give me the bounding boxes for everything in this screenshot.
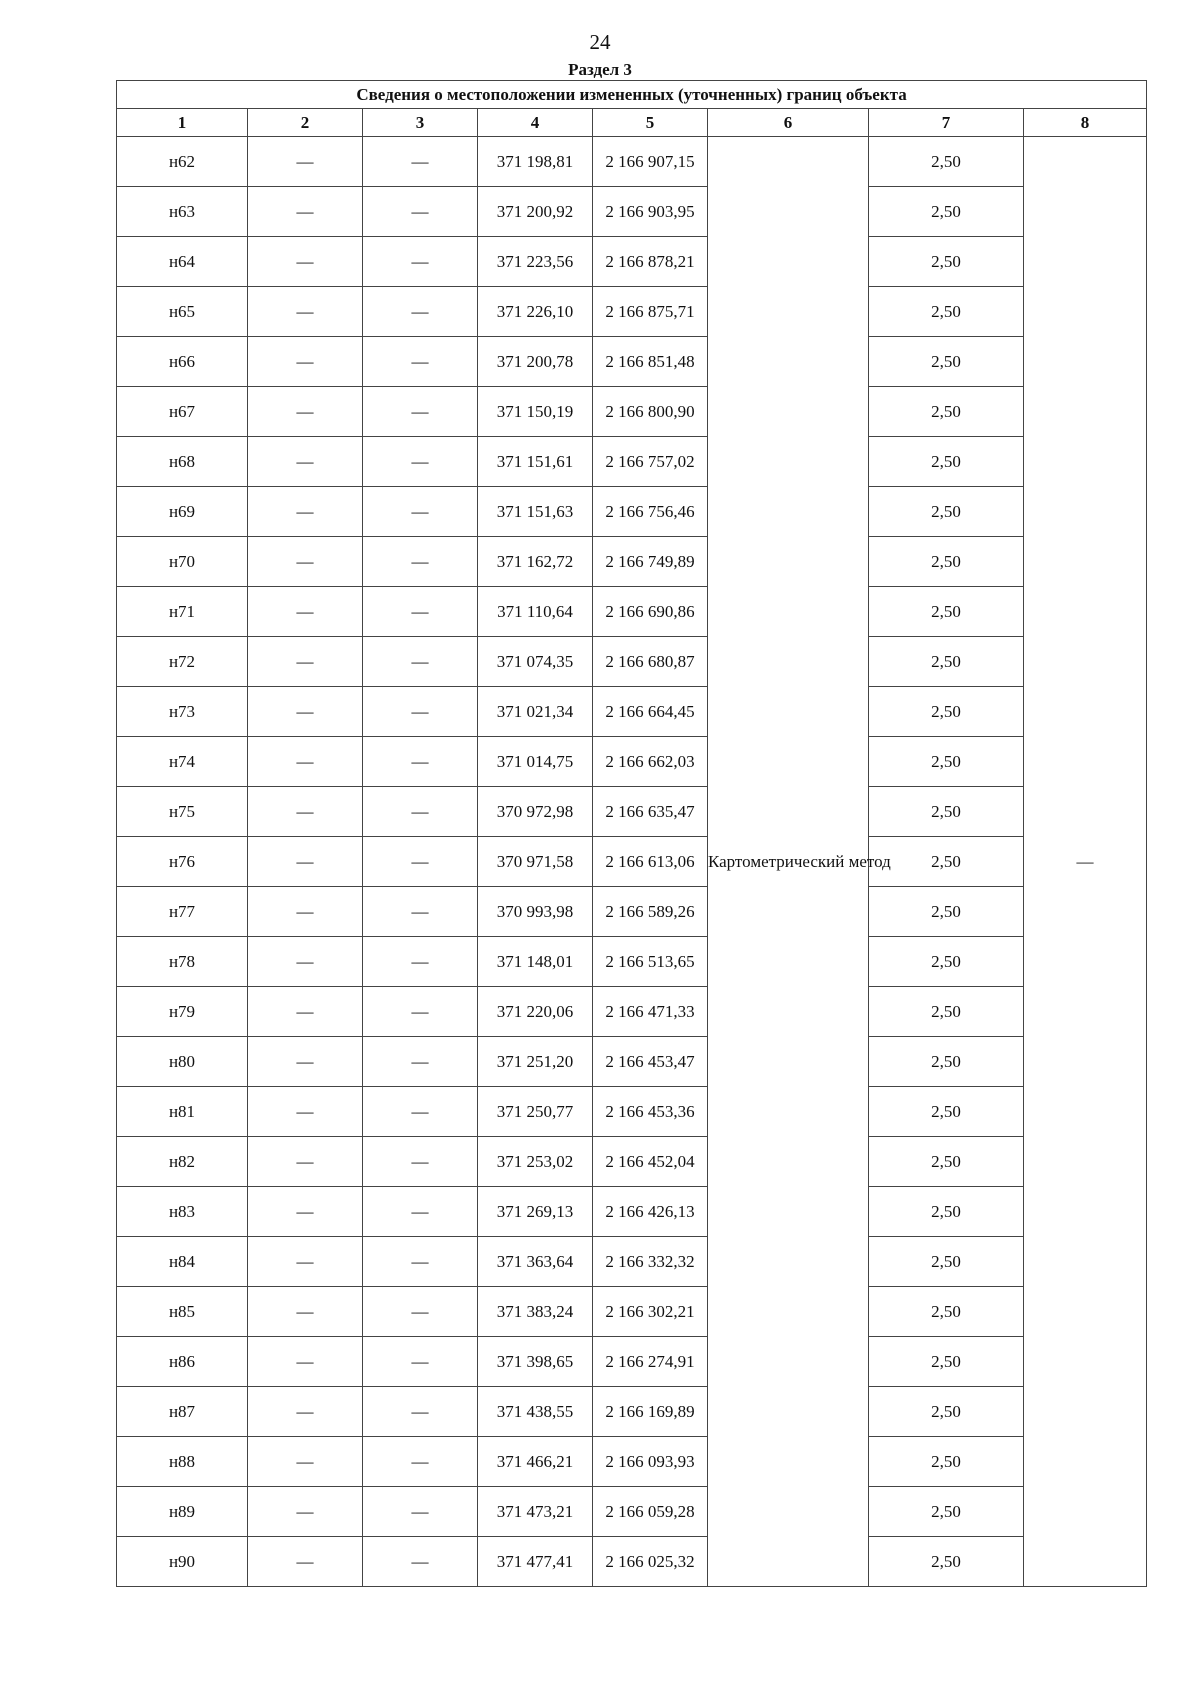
accuracy-cell: 2,50 (869, 1387, 1024, 1437)
column-3-cell: — (363, 1337, 478, 1387)
table-row (117, 337, 1147, 387)
column-2-cell: — (248, 237, 363, 287)
point-id-cell: н72 (117, 637, 248, 687)
x-coordinate-cell: 371 220,06 (478, 987, 593, 1037)
column-2-cell: — (248, 937, 363, 987)
x-coordinate-cell: 371 466,21 (478, 1437, 593, 1487)
table-row (117, 937, 1147, 987)
x-coordinate-cell: 371 477,41 (478, 1537, 593, 1587)
accuracy-cell: 2,50 (869, 1287, 1024, 1337)
column-3-cell: — (363, 1387, 478, 1437)
column-2-cell: — (248, 737, 363, 787)
column-number: 3 (363, 109, 478, 137)
point-id-cell: н90 (117, 1537, 248, 1587)
x-coordinate-cell: 371 250,77 (478, 1087, 593, 1137)
x-coordinate-cell: 371 438,55 (478, 1387, 593, 1437)
column-2-cell: — (248, 437, 363, 487)
y-coordinate-cell: 2 166 878,21 (593, 237, 708, 287)
column-3-cell: — (363, 687, 478, 737)
column-3-cell: — (363, 437, 478, 487)
column-3-cell: — (363, 237, 478, 287)
y-coordinate-cell: 2 166 589,26 (593, 887, 708, 937)
point-id-cell: н76 (117, 837, 248, 887)
table-row (117, 1487, 1147, 1537)
column-2-cell: — (248, 1237, 363, 1287)
table-row (117, 987, 1147, 1037)
column-2-cell: — (248, 1337, 363, 1387)
table-row (117, 787, 1147, 837)
point-id-cell: н64 (117, 237, 248, 287)
accuracy-cell: 2,50 (869, 987, 1024, 1037)
column-3-cell: — (363, 337, 478, 387)
table-row (117, 287, 1147, 337)
accuracy-cell: 2,50 (869, 837, 1024, 887)
point-id-cell: н88 (117, 1437, 248, 1487)
column-2-cell: — (248, 537, 363, 587)
y-coordinate-cell: 2 166 680,87 (593, 637, 708, 687)
point-id-cell: н73 (117, 687, 248, 737)
table-row (117, 1387, 1147, 1437)
column-2-cell: — (248, 1087, 363, 1137)
table-caption: Сведения о местоположении измененных (уточненных) границ объекта (117, 81, 1147, 109)
y-coordinate-cell: 2 166 025,32 (593, 1537, 708, 1587)
column-2-cell: — (248, 187, 363, 237)
accuracy-cell: 2,50 (869, 237, 1024, 287)
point-id-cell: н89 (117, 1487, 248, 1537)
table-row (117, 237, 1147, 287)
y-coordinate-cell: 2 166 274,91 (593, 1337, 708, 1387)
table-row (117, 487, 1147, 537)
column-number: 5 (593, 109, 708, 137)
x-coordinate-cell: 370 971,58 (478, 837, 593, 887)
accuracy-cell: 2,50 (869, 1187, 1024, 1237)
y-coordinate-cell: 2 166 757,02 (593, 437, 708, 487)
section-title: Раздел 3 (568, 60, 632, 79)
y-coordinate-cell: 2 166 635,47 (593, 787, 708, 837)
x-coordinate-cell: 371 383,24 (478, 1287, 593, 1337)
accuracy-cell: 2,50 (869, 187, 1024, 237)
point-id-cell: н62 (117, 137, 248, 187)
page-number: 24 (589, 30, 611, 54)
y-coordinate-cell: 2 166 453,47 (593, 1037, 708, 1087)
column-2-cell: — (248, 1487, 363, 1537)
y-coordinate-cell: 2 166 059,28 (593, 1487, 708, 1537)
column-3-cell: — (363, 387, 478, 437)
accuracy-cell: 2,50 (869, 737, 1024, 787)
table-row (117, 187, 1147, 237)
column-3-cell: — (363, 837, 478, 887)
x-coordinate-cell: 370 972,98 (478, 787, 593, 837)
y-coordinate-cell: 2 166 756,46 (593, 487, 708, 537)
y-coordinate-cell: 2 166 426,13 (593, 1187, 708, 1237)
y-coordinate-cell: 2 166 332,32 (593, 1237, 708, 1287)
accuracy-cell: 2,50 (869, 1137, 1024, 1187)
y-coordinate-cell: 2 166 513,65 (593, 937, 708, 987)
column-3-cell: — (363, 287, 478, 337)
point-id-cell: н80 (117, 1037, 248, 1087)
point-id-cell: н86 (117, 1337, 248, 1387)
y-coordinate-cell: 2 166 613,06 (593, 837, 708, 887)
column-3-cell: — (363, 187, 478, 237)
point-id-cell: н87 (117, 1387, 248, 1437)
table-row (117, 1237, 1147, 1287)
accuracy-cell: 2,50 (869, 1037, 1024, 1087)
accuracy-cell: 2,50 (869, 1487, 1024, 1537)
table-row (117, 1437, 1147, 1487)
accuracy-cell: 2,50 (869, 887, 1024, 937)
table-row (117, 1087, 1147, 1137)
point-id-cell: н82 (117, 1137, 248, 1187)
table-body (117, 137, 1147, 1587)
point-id-cell: н66 (117, 337, 248, 387)
y-coordinate-cell: 2 166 690,86 (593, 587, 708, 637)
point-id-cell: н71 (117, 587, 248, 637)
column-2-cell: — (248, 287, 363, 337)
column-number-row (117, 109, 1147, 137)
y-coordinate-cell: 2 166 452,04 (593, 1137, 708, 1187)
column-2-cell: — (248, 137, 363, 187)
column-8-cell: — (1024, 137, 1147, 1587)
column-3-cell: — (363, 637, 478, 687)
accuracy-cell: 2,50 (869, 487, 1024, 537)
y-coordinate-cell: 2 166 471,33 (593, 987, 708, 1037)
point-id-cell: н70 (117, 537, 248, 587)
x-coordinate-cell: 371 021,34 (478, 687, 593, 737)
accuracy-cell: 2,50 (869, 1237, 1024, 1287)
column-2-cell: — (248, 987, 363, 1037)
x-coordinate-cell: 371 162,72 (478, 537, 593, 587)
x-coordinate-cell: 371 014,75 (478, 737, 593, 787)
column-3-cell: — (363, 1237, 478, 1287)
y-coordinate-cell: 2 166 875,71 (593, 287, 708, 337)
accuracy-cell: 2,50 (869, 437, 1024, 487)
table-row (117, 387, 1147, 437)
column-number: 4 (478, 109, 593, 137)
table-row (117, 837, 1147, 887)
x-coordinate-cell: 371 398,65 (478, 1337, 593, 1387)
x-coordinate-cell: 371 151,61 (478, 437, 593, 487)
coordinates-table (116, 80, 1147, 1587)
column-2-cell: — (248, 1037, 363, 1087)
table-row (117, 587, 1147, 637)
point-id-cell: н67 (117, 387, 248, 437)
table-row (117, 737, 1147, 787)
point-id-cell: н65 (117, 287, 248, 337)
accuracy-cell: 2,50 (869, 1537, 1024, 1587)
x-coordinate-cell: 371 226,10 (478, 287, 593, 337)
column-2-cell: — (248, 837, 363, 887)
accuracy-cell: 2,50 (869, 537, 1024, 587)
column-number: 6 (708, 109, 869, 137)
table-row (117, 1287, 1147, 1337)
column-3-cell: — (363, 1087, 478, 1137)
column-2-cell: — (248, 887, 363, 937)
column-3-cell: — (363, 1537, 478, 1587)
x-coordinate-cell: 371 223,56 (478, 237, 593, 287)
accuracy-cell: 2,50 (869, 287, 1024, 337)
column-3-cell: — (363, 587, 478, 637)
y-coordinate-cell: 2 166 903,95 (593, 187, 708, 237)
column-3-cell: — (363, 537, 478, 587)
column-2-cell: — (248, 1187, 363, 1237)
column-2-cell: — (248, 787, 363, 837)
column-2-cell: — (248, 687, 363, 737)
point-id-cell: н75 (117, 787, 248, 837)
y-coordinate-cell: 2 166 907,15 (593, 137, 708, 187)
y-coordinate-cell: 2 166 169,89 (593, 1387, 708, 1437)
column-3-cell: — (363, 887, 478, 937)
y-coordinate-cell: 2 166 800,90 (593, 387, 708, 437)
column-number: 1 (117, 109, 248, 137)
column-number: 8 (1024, 109, 1147, 137)
column-number: 2 (248, 109, 363, 137)
table-row (117, 1037, 1147, 1087)
column-3-cell: — (363, 787, 478, 837)
accuracy-cell: 2,50 (869, 937, 1024, 987)
column-2-cell: — (248, 387, 363, 437)
x-coordinate-cell: 371 074,35 (478, 637, 593, 687)
column-3-cell: — (363, 1437, 478, 1487)
y-coordinate-cell: 2 166 662,03 (593, 737, 708, 787)
column-3-cell: — (363, 1037, 478, 1087)
point-id-cell: н78 (117, 937, 248, 987)
accuracy-cell: 2,50 (869, 137, 1024, 187)
x-coordinate-cell: 371 110,64 (478, 587, 593, 637)
point-id-cell: н85 (117, 1287, 248, 1337)
table-row (117, 437, 1147, 487)
x-coordinate-cell: 371 363,64 (478, 1237, 593, 1287)
point-id-cell: н84 (117, 1237, 248, 1287)
accuracy-cell: 2,50 (869, 1437, 1024, 1487)
point-id-cell: н77 (117, 887, 248, 937)
column-3-cell: — (363, 1187, 478, 1237)
accuracy-cell: 2,50 (869, 387, 1024, 437)
accuracy-cell: 2,50 (869, 687, 1024, 737)
y-coordinate-cell: 2 166 302,21 (593, 1287, 708, 1337)
point-id-cell: н69 (117, 487, 248, 537)
column-3-cell: — (363, 1287, 478, 1337)
column-2-cell: — (248, 587, 363, 637)
column-2-cell: — (248, 337, 363, 387)
table-row (117, 537, 1147, 587)
x-coordinate-cell: 370 993,98 (478, 887, 593, 937)
table-row (117, 1137, 1147, 1187)
y-coordinate-cell: 2 166 851,48 (593, 337, 708, 387)
column-2-cell: — (248, 1137, 363, 1187)
x-coordinate-cell: 371 473,21 (478, 1487, 593, 1537)
point-id-cell: н74 (117, 737, 248, 787)
table-row (117, 637, 1147, 687)
table-row (117, 1337, 1147, 1387)
x-coordinate-cell: 371 148,01 (478, 937, 593, 987)
column-3-cell: — (363, 737, 478, 787)
y-coordinate-cell: 2 166 749,89 (593, 537, 708, 587)
column-2-cell: — (248, 1537, 363, 1587)
column-3-cell: — (363, 1487, 478, 1537)
column-number: 7 (869, 109, 1024, 137)
x-coordinate-cell: 371 251,20 (478, 1037, 593, 1087)
column-2-cell: — (248, 1287, 363, 1337)
x-coordinate-cell: 371 200,92 (478, 187, 593, 237)
x-coordinate-cell: 371 198,81 (478, 137, 593, 187)
column-2-cell: — (248, 1387, 363, 1437)
accuracy-cell: 2,50 (869, 1087, 1024, 1137)
table-row (117, 687, 1147, 737)
table-row (117, 1537, 1147, 1587)
point-id-cell: н79 (117, 987, 248, 1037)
x-coordinate-cell: 371 200,78 (478, 337, 593, 387)
point-id-cell: н63 (117, 187, 248, 237)
x-coordinate-cell: 371 150,19 (478, 387, 593, 437)
column-3-cell: — (363, 987, 478, 1037)
x-coordinate-cell: 371 253,02 (478, 1137, 593, 1187)
column-2-cell: — (248, 1437, 363, 1487)
accuracy-cell: 2,50 (869, 637, 1024, 687)
point-id-cell: н83 (117, 1187, 248, 1237)
y-coordinate-cell: 2 166 093,93 (593, 1437, 708, 1487)
column-3-cell: — (363, 487, 478, 537)
point-id-cell: н81 (117, 1087, 248, 1137)
point-id-cell: н68 (117, 437, 248, 487)
column-2-cell: — (248, 637, 363, 687)
column-3-cell: — (363, 1137, 478, 1187)
y-coordinate-cell: 2 166 664,45 (593, 687, 708, 737)
accuracy-cell: 2,50 (869, 1337, 1024, 1387)
accuracy-cell: 2,50 (869, 587, 1024, 637)
y-coordinate-cell: 2 166 453,36 (593, 1087, 708, 1137)
table-row (117, 137, 1147, 187)
method-cell: Картометрический метод (708, 137, 869, 1587)
x-coordinate-cell: 371 151,63 (478, 487, 593, 537)
column-2-cell: — (248, 487, 363, 537)
column-3-cell: — (363, 937, 478, 987)
accuracy-cell: 2,50 (869, 787, 1024, 837)
table-row (117, 1187, 1147, 1237)
x-coordinate-cell: 371 269,13 (478, 1187, 593, 1237)
table-row (117, 887, 1147, 937)
column-3-cell: — (363, 137, 478, 187)
accuracy-cell: 2,50 (869, 337, 1024, 387)
